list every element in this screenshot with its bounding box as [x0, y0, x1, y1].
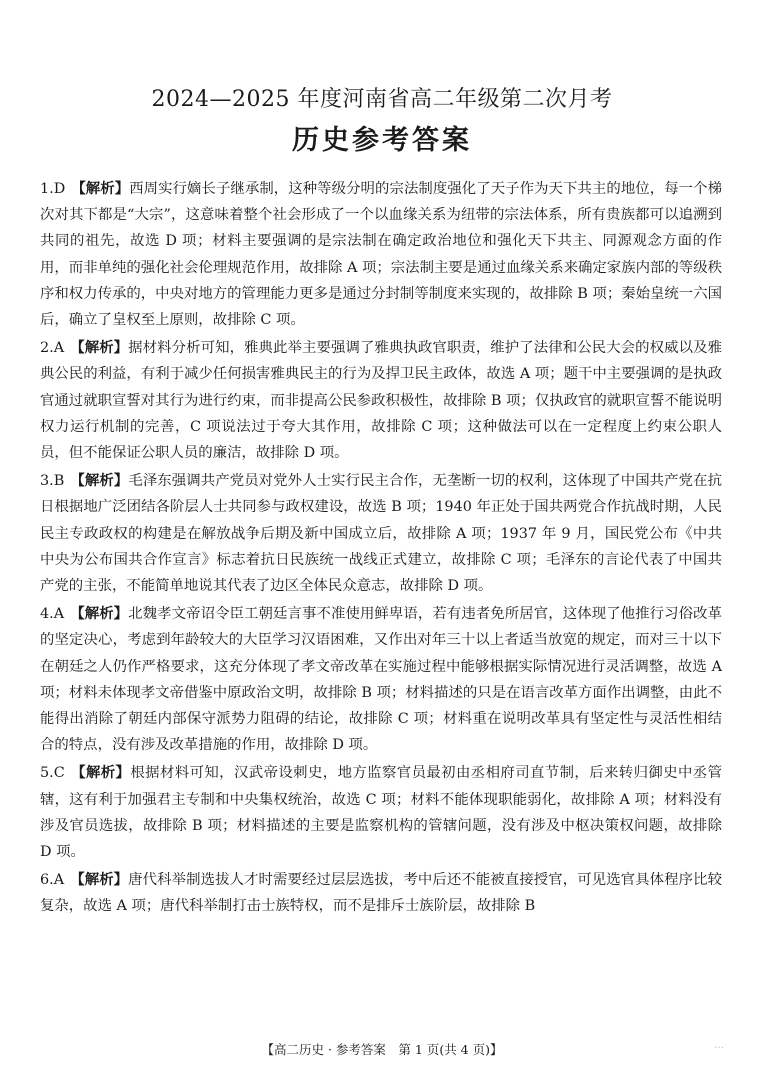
page-footer: 【高二历史 · 参考答案 第 1 页(共 4 页)】 [261, 1042, 503, 1057]
answer-explanation: 根据材料可知，汉武帝设刺史，地方监察官员最初由丞相府司直节制，后来转归御史中丞管辖，这有利于加强君主专制和中央集权统治，故选 C 项；材料不能体现职能弱化，故排除 A 项；材料没有涉及官员选拔，故排除 B 项；材料描述的主要是监察机构的管辖问题，没有涉及中枢决策权问题，故排除 D 项。 [40, 765, 722, 861]
answer-item-4 [40, 601, 722, 758]
answer-explanation: 据材料分析可知，雅典此举主要强调了雅典执政官职责，维护了法律和公民大会的权威以及雅典公民的利益，有利于减少任何损害雅典民主的行为及捍卫民主政体，故选 A 项；题干中主要强调的是执政官通过就职宣誓对其行为进行约束，而非提高公民参政积极性，故排除 B 项；仅执政官的就职宣誓不能说明权力运行机制的完善，C 项说法过于夸大其作用，故排除 C 项；这种做法可以在一定程度上约束公职人员，但不能保证公职人员的廉洁，故排除 D 项。 [40, 340, 722, 462]
answer-number: 3.B [40, 473, 65, 490]
answer-number: 6.A [40, 872, 65, 889]
document-subtitle: 历史参考答案 [292, 125, 472, 156]
document-title: 2024—2025 年度河南省高二年级第二次月考 [151, 87, 613, 112]
answer-item-2 [40, 335, 722, 466]
answer-explanation: 唐代科举制选拔人才时需要经过层层选拔，考中后还不能被直接授官，可见选官具体程序比较复杂，故选 A 项；唐代科举制打击士族特权，而不是排斥士族阶层，故排除 B [40, 872, 722, 915]
answer-item-1 [40, 176, 722, 333]
answer-explanation: 北魏孝文帝诏令臣工朝廷言事不准使用鲜卑语，若有违者免所居官，这体现了他推行习俗改革的坚定决心，考虑到年龄较大的大臣学习汉语困难，又作出对年三十以上者适当放宽的规定，而对三十以下在朝廷之人仍作严格要求，这充分体现了孝文帝改革在实施过程中能够根据实际情况进行灵活调整，故选 A 项；材料未体现孝文帝借鉴中原政治文明，故排除 B 项；材料描述的只是在语言改革方面作出调整，由此不能得出消除了朝廷内部保守派势力阻碍的结论，故排除 C 项；材料重在说明改革具有坚定性与灵活性相结合的特点，没有涉及改革措施的作用，故排除 D 项。 [40, 606, 722, 754]
analysis-tag: 【解析】 [71, 181, 130, 197]
answer-number: 1.D [40, 181, 66, 197]
answer-list [40, 176, 722, 922]
analysis-tag: 【解析】 [70, 340, 129, 357]
analysis-tag: 【解析】 [70, 872, 129, 889]
analysis-tag: 【解析】 [70, 473, 129, 490]
analysis-tag: 【解析】 [70, 765, 131, 782]
answer-number: 4.A [40, 606, 65, 623]
answer-number: 2.A [40, 340, 65, 357]
analysis-tag: 【解析】 [70, 606, 129, 623]
answer-item-3 [40, 468, 722, 599]
answer-number: 5.C [40, 765, 65, 782]
corner-mark: … [714, 1040, 724, 1051]
answer-item-5 [40, 760, 722, 865]
answer-explanation: 西周实行嫡长子继承制，这种等级分明的宗法制度强化了天子作为天下共主的地位，每一个梯次对其下都是“大宗”，这意味着整个社会形成了一个以血缘关系为纽带的宗法体系，所有贵族都可以追溯到共同的祖先，故选 D 项；材料主要强调的是宗法制在确定政治地位和强化天下共主、同源观念方面的作用，而非单纯的强化社会伦理规范作用，故排除 A 项；宗法制主要是通过血缘关系来确定家族内部的等级秩序和权力传承的，中央对地方的管理能力更多是通过分封制等制度来实现的，故排除 B 项；秦始皇统一六国后，确立了皇权至上原则，故排除 C 项。 [40, 181, 722, 329]
answer-explanation: 毛泽东强调共产党员对党外人士实行民主合作，无垄断一切的权利，这体现了中国共产党在抗日根据地广泛团结各阶层人士共同参与政权建设，故选 B 项；1940 年正处于国共两党合作抗战时期，人民民主专政政权的构建是在解放战争后期及新中国成立后，故排除 A 项；1937 年 9 月，国民党公布《中共中央为公布国共合作宣言》标志着抗日民族统一战线正式建立，故排除 C 项；毛泽东的言论代表了中国共产党的主张，不能简单地说其代表了边区全体民众意志，故排除 D 项。 [40, 473, 722, 595]
answer-item-6 [40, 867, 722, 919]
